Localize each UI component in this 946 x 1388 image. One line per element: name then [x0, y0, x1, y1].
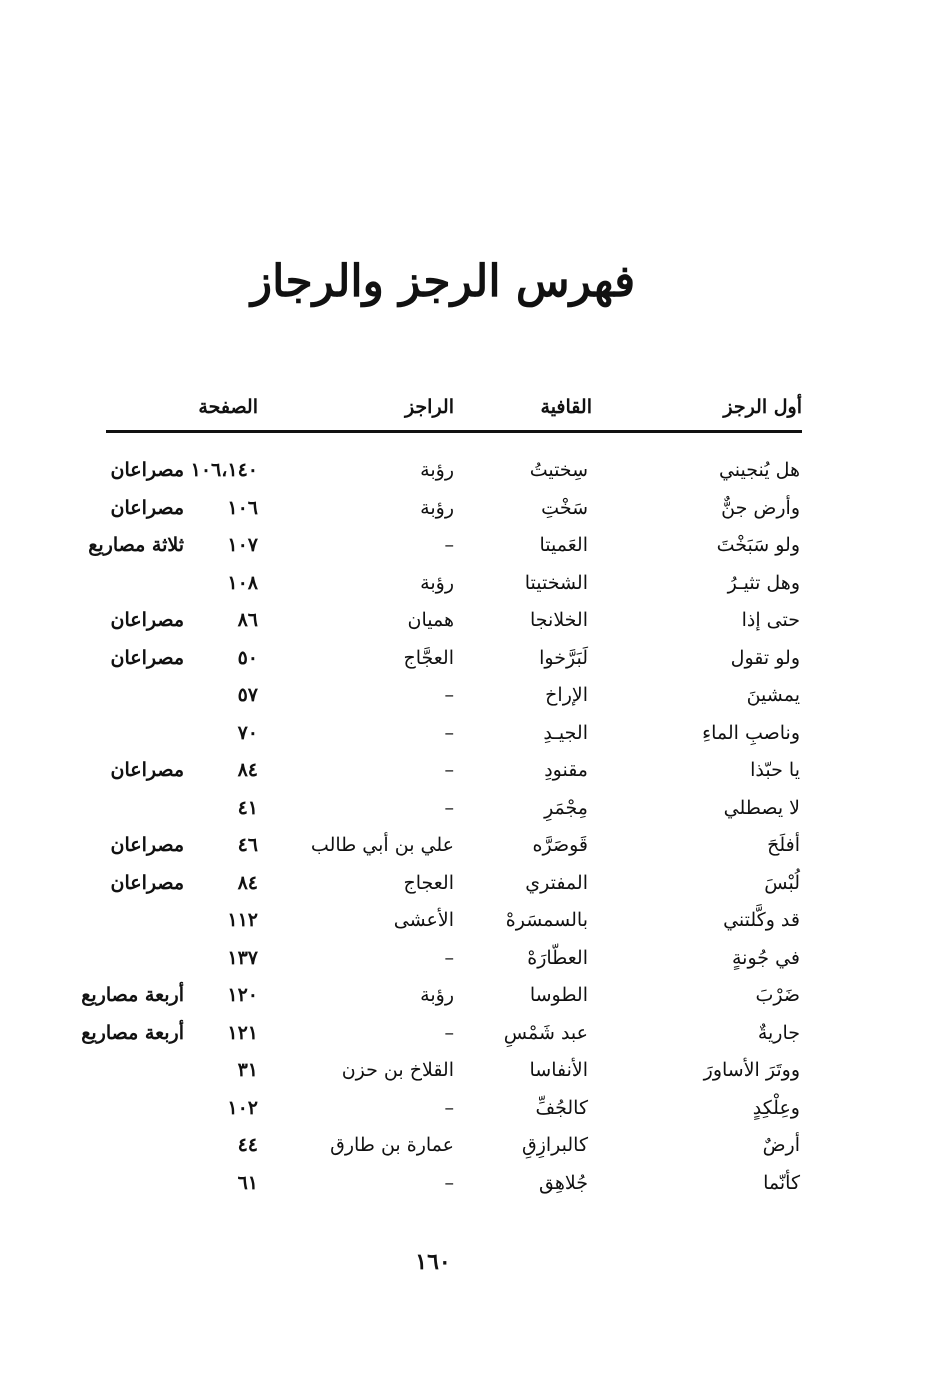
- page-number: ١٦٠: [415, 1249, 451, 1275]
- page-cell: ٧٠: [237, 721, 258, 744]
- header-poet: الراجز: [404, 396, 454, 418]
- page-cell: ٨٦: [237, 609, 258, 631]
- note-cell: مصراعان: [110, 609, 184, 631]
- rhyme-cell: الطوسا: [529, 984, 588, 1006]
- table-row: [100, 602, 806, 640]
- table-row: [81, 977, 806, 1015]
- first-line-cell: وعِلْكِدٍ: [752, 1096, 800, 1119]
- first-line-cell: ولو تقول: [730, 646, 800, 669]
- header-first-line: أول الرجز: [723, 396, 802, 418]
- page-cell: ١٠٨: [227, 571, 258, 594]
- page-cell: ١٠٧: [227, 534, 258, 556]
- page-cell: ٥٧: [237, 684, 258, 706]
- table-row: [88, 527, 806, 565]
- note-cell: مصراعان: [110, 759, 184, 781]
- poet-cell: رؤبة: [420, 459, 454, 481]
- index-table-body: [81, 452, 806, 1202]
- poet-cell: علي بن أبي طالب: [310, 834, 454, 856]
- poet-cell: –: [444, 796, 454, 819]
- rhyme-cell: العطّارَهْ: [527, 946, 588, 969]
- table-row: [100, 902, 806, 940]
- table-header: [100, 390, 806, 424]
- first-line-cell: في جُونةٍ: [732, 946, 800, 969]
- rhyme-cell: الشختيتا: [524, 571, 588, 594]
- first-line-cell: حتى إذا: [741, 609, 800, 631]
- rhyme-cell: سِختيتُ: [529, 459, 588, 481]
- poet-cell: العجاج: [403, 871, 454, 894]
- poet-cell: عمارة بن طارق: [330, 1134, 454, 1156]
- first-line-cell: جاريةٌ: [757, 1021, 800, 1044]
- poet-cell: الأعشى: [393, 909, 454, 931]
- table-row: [100, 715, 806, 753]
- first-line-cell: وهل تثيـرُ: [727, 571, 800, 594]
- first-line-cell: كأنّما: [763, 1171, 800, 1194]
- rhyme-cell: لَبَرَّخوا: [539, 646, 588, 669]
- page-cell: ١٠٦: [227, 496, 258, 519]
- first-line-cell: ووتَرَ الأساورَ: [703, 1059, 800, 1081]
- header-page: الصفحة: [198, 396, 258, 418]
- rhyme-cell: مِجْمَرِ: [544, 796, 588, 819]
- page-cell: ٨٤: [237, 871, 258, 894]
- poet-cell: –: [444, 759, 454, 781]
- first-line-cell: وأرض جنٌّ: [721, 496, 800, 519]
- poet-cell: رؤبة: [420, 571, 454, 594]
- first-line-cell: يا حبّذا: [750, 759, 800, 781]
- first-line-cell: وناصبِ الماءِ: [702, 721, 800, 744]
- first-line-cell: أرضٌ: [762, 1134, 800, 1156]
- table-row: [100, 640, 806, 678]
- table-row: [100, 1127, 806, 1165]
- table-row: [100, 1090, 806, 1128]
- page-cell: ١٠٦،١٤٠: [190, 459, 258, 481]
- header-rhyme: القافية: [540, 396, 592, 418]
- poet-cell: العجَّاج: [403, 646, 454, 669]
- table-row: [100, 940, 806, 978]
- rhyme-cell: جُلاهِق: [539, 1171, 588, 1194]
- note-cell: مصراعان: [110, 459, 184, 481]
- poet-cell: رؤبة: [420, 984, 454, 1006]
- table-row: [100, 827, 806, 865]
- page-cell: ١٢٠: [227, 984, 258, 1006]
- table-row: [100, 1052, 806, 1090]
- rhyme-cell: الإراخ: [545, 684, 588, 706]
- poet-cell: القلاخ بن حزن: [341, 1059, 454, 1081]
- note-cell: أربعة مصاريع: [81, 984, 184, 1006]
- page-cell: ٤٦: [237, 834, 258, 856]
- rhyme-cell: بالسمسَرهْ: [505, 909, 588, 931]
- poet-cell: –: [444, 684, 454, 706]
- poet-cell: –: [444, 721, 454, 744]
- first-line-cell: ولو سَبَخْتَ: [716, 534, 800, 556]
- rhyme-cell: الخلانجا: [529, 609, 588, 631]
- rhyme-cell: الجيـدِ: [543, 721, 588, 744]
- poet-cell: –: [444, 1171, 454, 1194]
- first-line-cell: ضَرْبَ: [755, 984, 800, 1006]
- poet-cell: –: [444, 534, 454, 556]
- rhyme-cell: العَميتا: [539, 534, 588, 556]
- page-cell: ١٢١: [227, 1021, 258, 1044]
- header-rule: [106, 430, 802, 433]
- poet-cell: –: [444, 946, 454, 969]
- rhyme-cell: مقنودِ: [544, 759, 588, 781]
- first-line-cell: قد وكَّلتني: [723, 909, 800, 931]
- poet-cell: –: [444, 1021, 454, 1044]
- page-cell: ٣١: [237, 1059, 258, 1081]
- table-row: [100, 452, 806, 490]
- poet-cell: رؤبة: [420, 496, 454, 519]
- page-cell: ٨٤: [237, 759, 258, 781]
- rhyme-cell: سَخْتِ: [541, 496, 588, 519]
- rhyme-cell: كالجُفِّ: [535, 1096, 588, 1119]
- rhyme-cell: الأنفاسا: [529, 1059, 588, 1081]
- page-title: فهرس الرجز والرجاز: [250, 256, 636, 307]
- first-line-cell: هل يُنجيني: [718, 459, 800, 481]
- rhyme-cell: قَوصَرَّه: [532, 834, 588, 856]
- table-row: [100, 752, 806, 790]
- table-row: [81, 1015, 806, 1053]
- page-cell: ٤٤: [237, 1134, 258, 1156]
- note-cell: مصراعان: [110, 834, 184, 856]
- rhyme-cell: عبد شَمْسِ: [503, 1021, 588, 1044]
- page-cell: ١٣٧: [227, 946, 258, 969]
- page-cell: ١١٢: [227, 909, 258, 931]
- table-row: [100, 677, 806, 715]
- table-row: [100, 865, 806, 903]
- first-line-cell: لُبْسَ: [764, 871, 800, 894]
- note-cell: مصراعان: [110, 646, 184, 669]
- page-cell: ٤١: [237, 796, 258, 819]
- page-cell: ١٠٢: [227, 1096, 258, 1119]
- note-cell: أربعة مصاريع: [81, 1021, 184, 1044]
- rhyme-cell: المفتري: [525, 871, 588, 894]
- note-cell: مصراعان: [110, 496, 184, 519]
- rhyme-cell: كالبرازِقِ: [521, 1134, 588, 1156]
- table-row: [100, 790, 806, 828]
- first-line-cell: لا يصطلي: [723, 796, 800, 819]
- page-cell: ٥٠: [237, 646, 258, 669]
- table-row: [100, 565, 806, 603]
- note-cell: ثلاثة مصاريع: [88, 534, 184, 556]
- table-row: [100, 490, 806, 528]
- note-cell: مصراعان: [110, 871, 184, 894]
- page-cell: ٦١: [237, 1171, 258, 1194]
- poet-cell: هميان: [407, 609, 454, 631]
- first-line-cell: يمشينَ: [746, 684, 800, 706]
- first-line-cell: أفلَحَ: [767, 834, 800, 856]
- poet-cell: –: [444, 1096, 454, 1119]
- table-row: [100, 1165, 806, 1203]
